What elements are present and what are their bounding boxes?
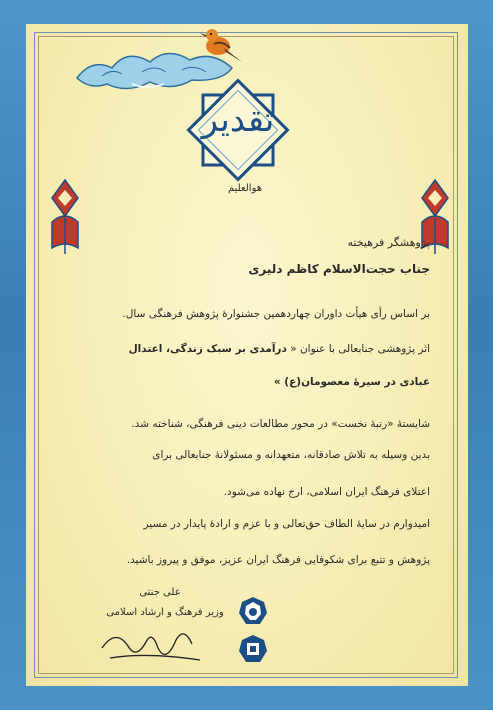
ministry-emblem-icon <box>238 596 268 626</box>
recipient-title: پژوهشگر فرهیخته <box>347 236 430 249</box>
side-ornament-left-icon <box>46 178 84 256</box>
work-title-part-1: درآمدی بر سبک زندگی، اعتدال <box>128 343 287 355</box>
body-line-5: بدین وسیله به تلاش صادقانه، متعهدانه و مسئولانهٔ جنابعالی برای <box>152 449 430 461</box>
body-line-2 <box>40 343 430 355</box>
work-title-part-2: عبادی در سیرهٔ معصومان(ع) » <box>273 376 430 388</box>
handwritten-signature <box>96 618 206 666</box>
body-line-4: شایستهٔ «رتبهٔ نخست» در محور مطالعات دینی فرهنگی، شناخته شد. <box>131 418 430 430</box>
body-line-8: پژوهش و تتبع برای شکوفایی فرهنگ ایران عزیز، موفق و پیروز باشید. <box>126 554 430 566</box>
body-line-7: امیدوارم در سایهٔ الطاف حق‌تعالی و با عزم و ارادهٔ پایدار در مسیر <box>143 518 430 530</box>
certificate-title: تقدیر <box>201 100 275 140</box>
festival-emblem-icon <box>238 634 268 664</box>
recipient-name: جناب حجت‌الاسلام کاظم دلیری <box>248 262 430 276</box>
bird-illustration-icon <box>196 18 244 70</box>
body-line-6: اعتلای فرهنگ ایران اسلامی، ارج نهاده می‌شود. <box>223 486 430 498</box>
body-line-1: بر اساس رأی هیأت داوران چهاردهمین جشنوارهٔ پژوهش فرهنگی سال. <box>122 308 430 320</box>
motto: هوالعلیم <box>227 183 263 194</box>
body-line-2-plain: اثر پژوهشی جنابعالی با عنوان « <box>286 343 430 355</box>
signatory-title: وزیر فرهنگ و ارشاد اسلامی <box>106 607 224 618</box>
signatory-name: علی جنتی <box>139 587 181 598</box>
